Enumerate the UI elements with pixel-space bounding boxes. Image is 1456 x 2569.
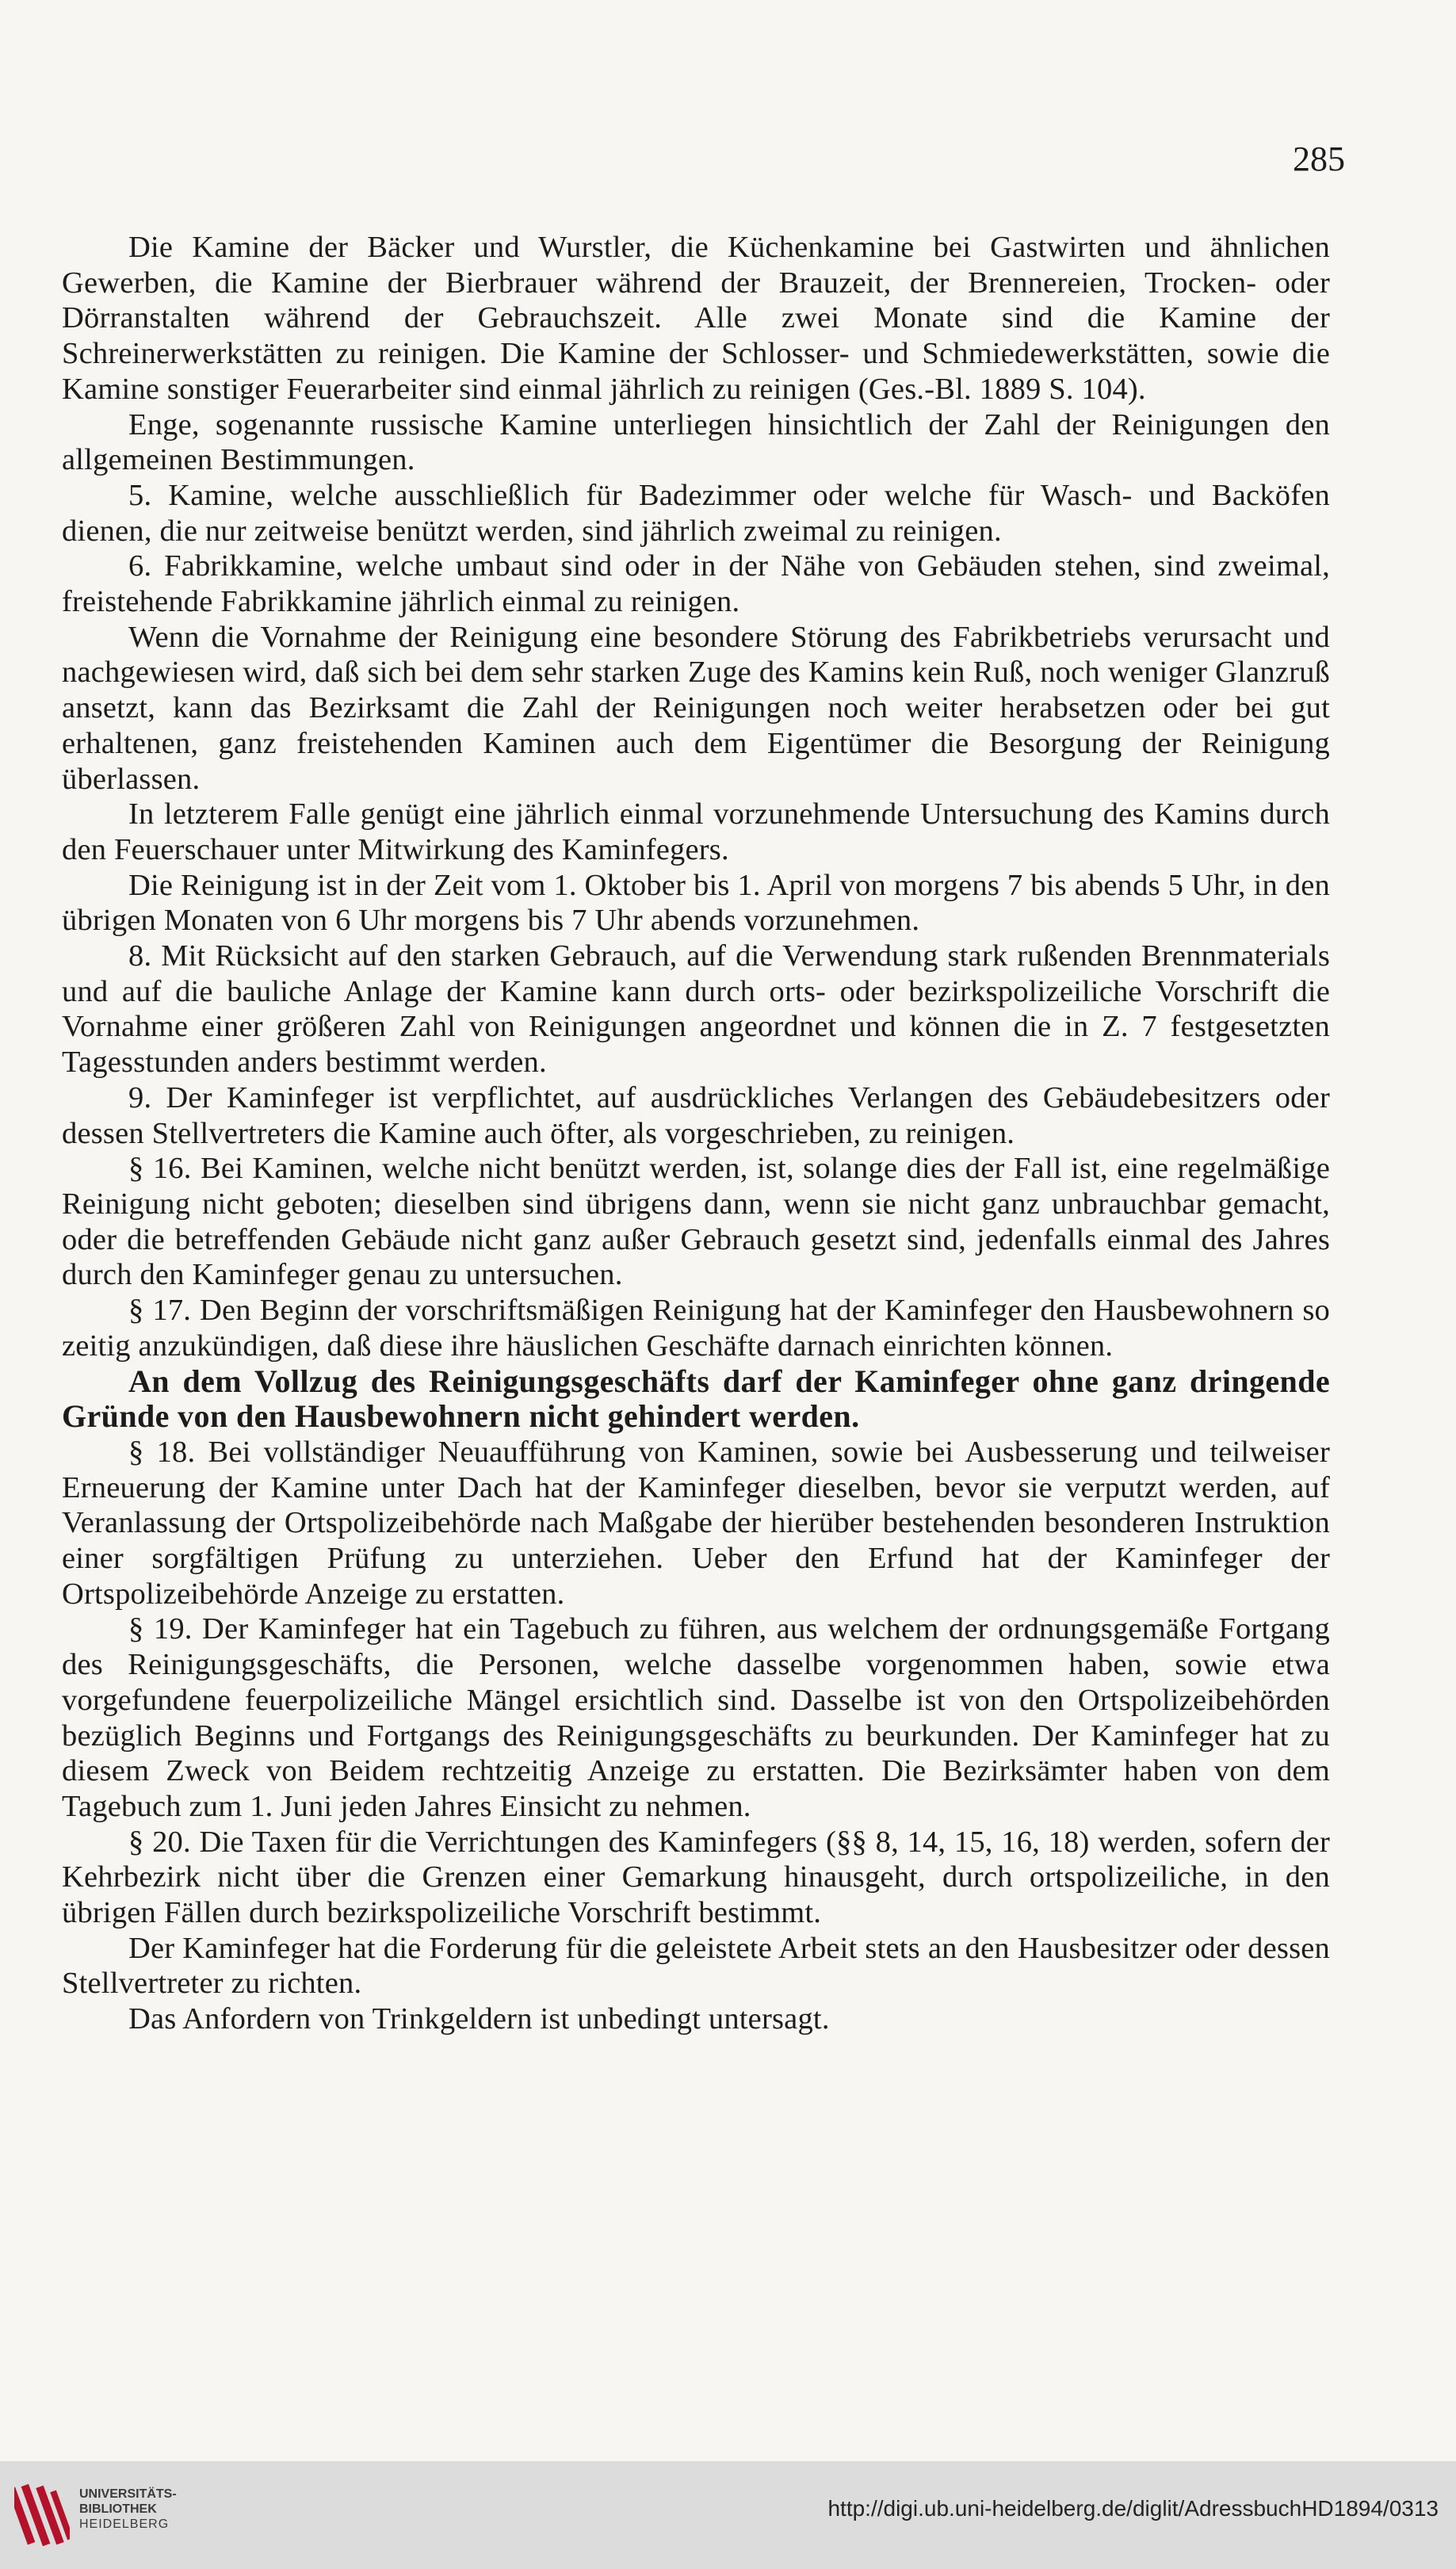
- paragraph-section-17: § 17. Den Beginn der vorschriftsmäßigen Reinigung hat der Kaminfeger den Hausbewohnern so zeitig anzukündigen, daß diese ihre häuslichen Geschäfte darnach einrichten können.: [62, 1294, 1330, 1363]
- paragraph-section-20: § 20. Die Taxen für die Verrichtungen des Kaminfegers (§§ 8, 14, 15, 16, 18) werden, sofern der Kehrbezirk nicht über die Grenzen einer Gemarkung hinausgeht, durch ortspolizeiliche, in den übrigen Fällen durch bezirkspolizeiliche Vorschrift bestimmt.: [62, 1825, 1330, 1930]
- footer-bar: [0, 2461, 1456, 2569]
- paragraph-item-5: 5. Kamine, welche ausschließlich für Badezimmer oder welche für Wasch- und Backöfen dienen, die nur zeitweise benützt werden, sind jährlich zweimal zu reinigen.: [62, 478, 1330, 548]
- library-name-line-3: HEIDELBERG: [79, 2517, 170, 2531]
- paragraph-annual-inspection: In letzterem Falle genügt eine jährlich einmal vorzunehmende Untersuchung des Kamins durch den Feuerschauer unter Mitwirkung des Kaminfegers.: [62, 797, 1330, 866]
- paragraph-section-16: § 16. Bei Kaminen, welche nicht benützt werden, ist, solange dies der Fall ist, eine regelmäßige Reinigung nicht geboten; dieselben sind übrigens dann, wenn sie nicht ganz unbrauchbar gemacht, oder die betreffenden Gebäude nicht ganz außer Gebrauch gesetzt sind, jedenfalls einmal des Jahres durch den Kaminfeger genau zu untersuchen.: [62, 1152, 1330, 1292]
- paragraph-item-6: 6. Fabrikkamine, welche umbaut sind oder in der Nähe von Gebäuden stehen, sind zweimal, freistehende Fabrikkamine jährlich einmal zu reinigen.: [62, 549, 1330, 619]
- paragraph-factory-exception: Wenn die Vornahme der Reinigung eine besondere Störung des Fabrikbetriebs verursacht und nachgewiesen wird, daß sich bei dem sehr starken Zuge des Kamins kein Ruß, noch weniger Glanzruß ansetzt, kann das Bezirksamt die Zahl der Reinigungen noch weiter herabsetzen oder bei gut erhaltenen, ganz freistehenden Kaminen auch dem Eigentümer die Besorgung der Reinigung überlassen.: [62, 620, 1330, 796]
- paragraph-bold-notice: An dem Vollzug des Reinigungsgeschäfts darf der Kaminfeger ohne ganz dringende Gründe von den Hausbewohnern nicht gehindert werden.: [62, 1363, 1330, 1435]
- document-body: [62, 230, 1330, 2418]
- paragraph-section-18: § 18. Bei vollständiger Neuaufführung von Kaminen, sowie bei Ausbesserung und teilweiser Erneuerung der Kamine unter Dach hat der Kaminfeger dieselben, bevor sie verputzt werden, auf Veranlassung der Ortspolizeibehörde nach Maßgabe der hierüber bestehenden besonderen Instruktion einer sorgfältigen Prüfung zu unterziehen. Ueber den Erfund hat der Kaminfeger der Ortspolizeibehörde Anzeige zu erstatten.: [62, 1435, 1330, 1611]
- library-name-line-1: UNIVERSITÄTS-: [79, 2487, 177, 2501]
- paragraph-section-19: § 19. Der Kaminfeger hat ein Tagebuch zu führen, aus welchem der ordnungsgemäße Fortgang des Reinigungsgeschäfts, die Personen, welche dasselbe vorgenommen haben, sowie etwa vorgefundene feuerpolizeiliche Mängel ersichtlich sind. Dasselbe ist von den Ortspolizeibehörden bezüglich Beginns und Fortgangs des Reinigungsgeschäfts zu beurkunden. Der Kaminfeger hat zu diesem Zweck von Beidem rechtzeitig Anzeige zu erstatten. Die Bezirksämter haben von dem Tagebuch zum 1. Juni jeden Jahres Einsicht zu nehmen.: [62, 1612, 1330, 1823]
- paragraph-item-8: 8. Mit Rücksicht auf den starken Gebrauch, auf die Verwendung stark rußenden Brennmaterials und auf die bauliche Anlage der Kamine kann durch orts- oder bezirkspolizeiliche Vorschrift die Vornahme einer größeren Zahl von Reinigungen angeordnet und können die in Z. 7 festgesetzten Tagesstunden anders bestimmt werden.: [62, 939, 1330, 1080]
- source-url-link[interactable]: http://digi.ub.uni-heidelberg.de/diglit/AdressbuchHD1894/0313: [827, 2496, 1439, 2521]
- paragraph-item-9: 9. Der Kaminfeger ist verpflichtet, auf ausdrückliches Verlangen des Gebäudebesitzers oder dessen Stellvertreters die Kamine auch öfter, als vorgeschrieben, zu reinigen.: [62, 1080, 1330, 1150]
- paragraph-russian-chimneys: Enge, sogenannte russische Kamine unterliegen hinsichtlich der Zahl der Reinigungen den allgemeinen Bestimmungen.: [62, 407, 1330, 477]
- paragraph-bakers-chimneys: Die Kamine der Bäcker und Wurstler, die Küchenkamine bei Gastwirten und ähnlichen Gewerben, die Kamine der Bierbrauer während der Brauzeit, der Brennereien, Trocken- oder Dörranstalten während der Gebrauchszeit. Alle zwei Monate sind die Kamine der Schreinerwerkstätten zu reinigen. Die Kamine der Schlosser- und Schmiedewerkstätten, sowie die Kamine sonstiger Feuerarbeiter sind einmal jährlich zu reinigen (Ges.-Bl. 1889 S. 104).: [62, 231, 1330, 406]
- university-library-logo-icon: [14, 2479, 70, 2552]
- library-name: [79, 2487, 177, 2532]
- paragraph-tips-forbidden: Das Anfordern von Trinkgeldern ist unbedingt untersagt.: [128, 2002, 830, 2036]
- page-number: 285: [1293, 140, 1345, 178]
- paragraph-payment-demand: Der Kaminfeger hat die Forderung für die geleistete Arbeit stets an den Hausbesitzer oder dessen Stellvertreter zu richten.: [62, 1931, 1330, 2001]
- paragraph-cleaning-hours: Die Reinigung ist in der Zeit vom 1. Oktober bis 1. April von morgens 7 bis abends 5 Uhr, in den übrigen Monaten von 6 Uhr morgens bis 7 Uhr abends vorzunehmen.: [62, 868, 1330, 938]
- library-name-line-2: BIBLIOTHEK: [79, 2502, 157, 2516]
